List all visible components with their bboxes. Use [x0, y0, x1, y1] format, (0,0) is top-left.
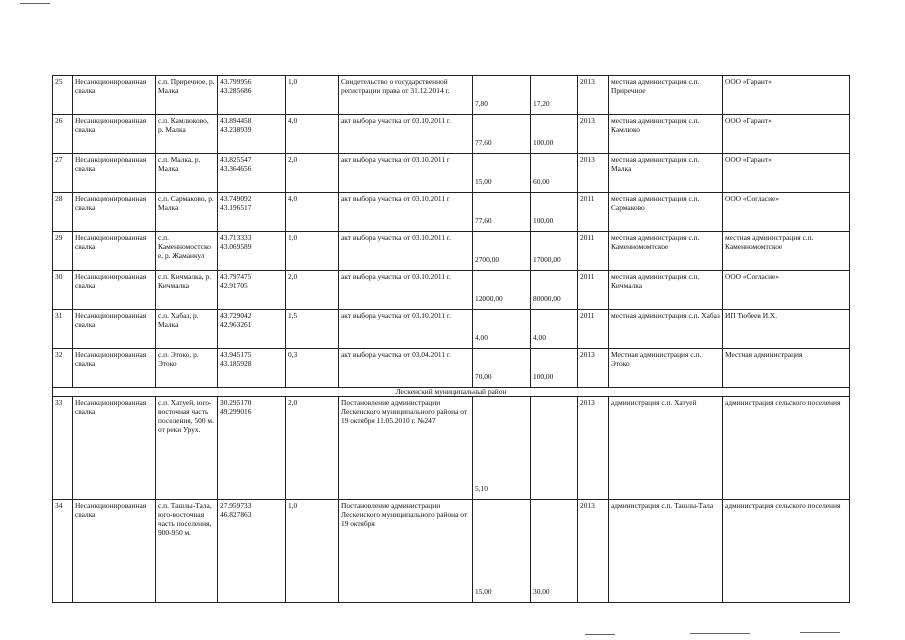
cell-administration: местная администрация с.п. Сармаково [609, 193, 723, 232]
cell-operator: ИП Тюбеев И.Х. [723, 310, 850, 349]
cell-administration: Местная администрация с.п. Этоко [609, 349, 723, 388]
coordinate-lat: 43.749092 [220, 194, 252, 203]
coordinate-lon: 43.364656 [220, 164, 252, 173]
cell-location: с.п. Камлюково, р. Малка [156, 115, 218, 154]
cell-object-type: Несанкционированная свалка [73, 76, 156, 115]
coordinate-lat: 43.729042 [220, 311, 252, 320]
cell-operator: администрация сельского поселения [723, 500, 850, 603]
cell-area: 1,0 [286, 232, 339, 271]
cell-volume-2: 100,00 [531, 193, 578, 232]
coordinate-lat: 43.799956 [220, 77, 252, 86]
cell-administration: местная администрация с.п. Камлюко [609, 115, 723, 154]
landfill-register-table [52, 75, 850, 603]
cell-location: с.п. Каменномостско е, р. Жаманкул [156, 232, 218, 271]
cell-operator: ООО «Гарант» [723, 115, 850, 154]
cell-number: 32 [53, 349, 73, 388]
cell-volume-1: 70,00 [473, 349, 531, 388]
cell-coordinates [218, 310, 286, 349]
coordinate-lon: 43.069589 [220, 242, 252, 251]
cell-area: 2,0 [286, 397, 339, 500]
coordinate-lat: 43.825547 [220, 155, 252, 164]
cell-operator: местная администрация с.п. Каменномомтское [723, 232, 850, 271]
cell-year: 2011 [578, 310, 609, 349]
coordinate-lon: 43.196517 [220, 203, 252, 212]
coordinate-lat: 43.797475 [220, 272, 252, 281]
cell-administration: местная администрация с.п. Кичмалка [609, 271, 723, 310]
cell-area: 0,3 [286, 349, 339, 388]
cell-operator: администрация сельского поселения [723, 397, 850, 500]
cell-volume-1: 15,00 [473, 500, 531, 603]
cell-area: 2,0 [286, 271, 339, 310]
cell-number: 27 [53, 154, 73, 193]
cell-number: 28 [53, 193, 73, 232]
cell-document: акт выбора участка от 03.10.2011 г. [339, 232, 473, 271]
table-row [53, 232, 850, 271]
cell-document: акт выбора участка от 03.10.2011 г [339, 154, 473, 193]
scan-speck [20, 3, 50, 4]
cell-object-type: Несанкционированная свалка [73, 500, 156, 603]
cell-location: с.п. Кичмалка, р. Кичмалка [156, 271, 218, 310]
cell-number: 29 [53, 232, 73, 271]
cell-operator: Местная администрация [723, 349, 850, 388]
scan-speck [690, 633, 750, 634]
cell-number: 26 [53, 115, 73, 154]
scan-speck [585, 634, 615, 635]
cell-volume-1: 77,60 [473, 193, 531, 232]
cell-number: 31 [53, 310, 73, 349]
cell-volume-1: 7,80 [473, 76, 531, 115]
coordinate-lon: 43.185928 [220, 359, 252, 368]
cell-document: Постановление администрации Лескенского муниципального района от 19 октября 11.05.2010 г. №247 [339, 397, 473, 500]
cell-area: 1,0 [286, 76, 339, 115]
table-row [53, 271, 850, 310]
cell-administration: местная администрация с.п. Каменномомтское [609, 232, 723, 271]
cell-location: с.п. Хатуей, юго-восточная часть поселения, 500 м. от реки Урух. [156, 397, 218, 500]
cell-administration: местная администрация с.п. Малка [609, 154, 723, 193]
table-row [53, 349, 850, 388]
cell-year: 2013 [578, 154, 609, 193]
cell-volume-2: 4,00 [531, 310, 578, 349]
coordinate-lon: 49.299016 [220, 407, 252, 416]
cell-number: 25 [53, 76, 73, 115]
cell-area: 4,0 [286, 193, 339, 232]
cell-coordinates [218, 115, 286, 154]
cell-volume-2: 17,20 [531, 76, 578, 115]
cell-object-type: Несанкционированная свалка [73, 310, 156, 349]
cell-object-type: Несанкционированная свалка [73, 115, 156, 154]
cell-document: акт выбора участка от 03.10.2011 г [339, 193, 473, 232]
cell-year: 2013 [578, 349, 609, 388]
cell-object-type: Несанкционированная свалка [73, 154, 156, 193]
cell-administration: администрация с.п. Ташлы-Тала [609, 500, 723, 603]
cell-coordinates [218, 500, 286, 603]
table-row [53, 76, 850, 115]
cell-number: 33 [53, 397, 73, 500]
cell-coordinates [218, 154, 286, 193]
cell-year: 2013 [578, 397, 609, 500]
cell-operator: ООО «Гарант» [723, 76, 850, 115]
coordinate-lat: 27.959733 [220, 501, 252, 510]
table-row [53, 154, 850, 193]
cell-volume-2: 17000,00 [531, 232, 578, 271]
cell-number: 30 [53, 271, 73, 310]
cell-location: с.п. Этоко, р. Этоко [156, 349, 218, 388]
cell-volume-2: 60,00 [531, 154, 578, 193]
coordinate-lat: 43.945175 [220, 350, 252, 359]
coordinate-lon: 42.963261 [220, 320, 252, 329]
cell-object-type: Несанкционированная свалка [73, 232, 156, 271]
table-row [53, 310, 850, 349]
table-row [53, 397, 850, 500]
cell-coordinates [218, 76, 286, 115]
cell-volume-2: 100,00 [531, 115, 578, 154]
table-row [53, 500, 850, 603]
coordinate-lon: 43.285686 [220, 86, 252, 95]
cell-year: 2011 [578, 271, 609, 310]
cell-location: с.п. Хабаз, р. Малка [156, 310, 218, 349]
coordinate-lat: 43.894458 [220, 116, 252, 125]
cell-area: 1,5 [286, 310, 339, 349]
coordinate-lon: 43.238939 [220, 125, 252, 134]
cell-coordinates [218, 349, 286, 388]
table-row [53, 115, 850, 154]
cell-year: 2013 [578, 500, 609, 603]
coordinate-lat: 43.713333 [220, 233, 252, 242]
cell-location: с.п. Приречное, р. Малка [156, 76, 218, 115]
cell-area: 2,0 [286, 154, 339, 193]
cell-location: с.п. Ташлы-Тала, юго-восточная часть поселения, 900-950 м. [156, 500, 218, 603]
cell-area: 1,0 [286, 500, 339, 603]
cell-volume-2 [531, 397, 578, 500]
cell-year: 2011 [578, 193, 609, 232]
cell-year: 2011 [578, 232, 609, 271]
cell-administration: администрация с.п. Хатуей [609, 397, 723, 500]
cell-operator: ООО «Согласие» [723, 271, 850, 310]
cell-administration: местная администрация с.п. Приречное [609, 76, 723, 115]
coordinate-lat: 30.295170 [220, 398, 252, 407]
cell-coordinates [218, 232, 286, 271]
cell-document: Свидетельство о государственной регистрации права от 31.12.2014 г. [339, 76, 473, 115]
cell-location: с.п. Сармаково, р. Малка [156, 193, 218, 232]
cell-volume-1: 2700,00 [473, 232, 531, 271]
cell-number: 34 [53, 500, 73, 603]
cell-volume-1: 77,60 [473, 115, 531, 154]
cell-object-type: Несанкционированная свалка [73, 397, 156, 500]
cell-year: 2013 [578, 76, 609, 115]
cell-year: 2013 [578, 115, 609, 154]
cell-object-type: Несанкционированная свалка [73, 193, 156, 232]
cell-document: акт выбора участка от 03.10.2011 г. [339, 115, 473, 154]
cell-volume-1: 15,00 [473, 154, 531, 193]
cell-volume-2: 100,00 [531, 349, 578, 388]
scan-speck [800, 632, 840, 633]
table-row [53, 193, 850, 232]
cell-volume-1: 4,00 [473, 310, 531, 349]
coordinate-lon: 46.827863 [220, 510, 252, 519]
cell-document: акт выбора участка от 03.04.2011 г. [339, 349, 473, 388]
cell-administration: местная администрация с.п. Хабаз [609, 310, 723, 349]
cell-volume-2: 30,00 [531, 500, 578, 603]
cell-volume-2: 80000,00 [531, 271, 578, 310]
section-title: Лескенский муниципальный район [53, 388, 850, 397]
cell-volume-1: 12000,00 [473, 271, 531, 310]
cell-volume-1: 5,10 [473, 397, 531, 500]
cell-operator: ООО «Гарант» [723, 154, 850, 193]
cell-coordinates [218, 397, 286, 500]
cell-document: акт выбора участка от 03.10.2011 г. [339, 271, 473, 310]
cell-document: акт выбора участка от 03.10.2011 г. [339, 310, 473, 349]
cell-operator: ООО «Согласие» [723, 193, 850, 232]
cell-area: 4,0 [286, 115, 339, 154]
cell-document: Постановление администрации Лескенского муниципального района от 19 октября [339, 500, 473, 603]
cell-coordinates [218, 193, 286, 232]
cell-object-type: Несанкционированная свалка [73, 271, 156, 310]
coordinate-lon: 42.91705 [220, 281, 248, 290]
cell-location: с.п. Малка, р. Малка [156, 154, 218, 193]
cell-coordinates [218, 271, 286, 310]
section-row [53, 388, 850, 397]
cell-object-type: Несанкционированная свалка [73, 349, 156, 388]
